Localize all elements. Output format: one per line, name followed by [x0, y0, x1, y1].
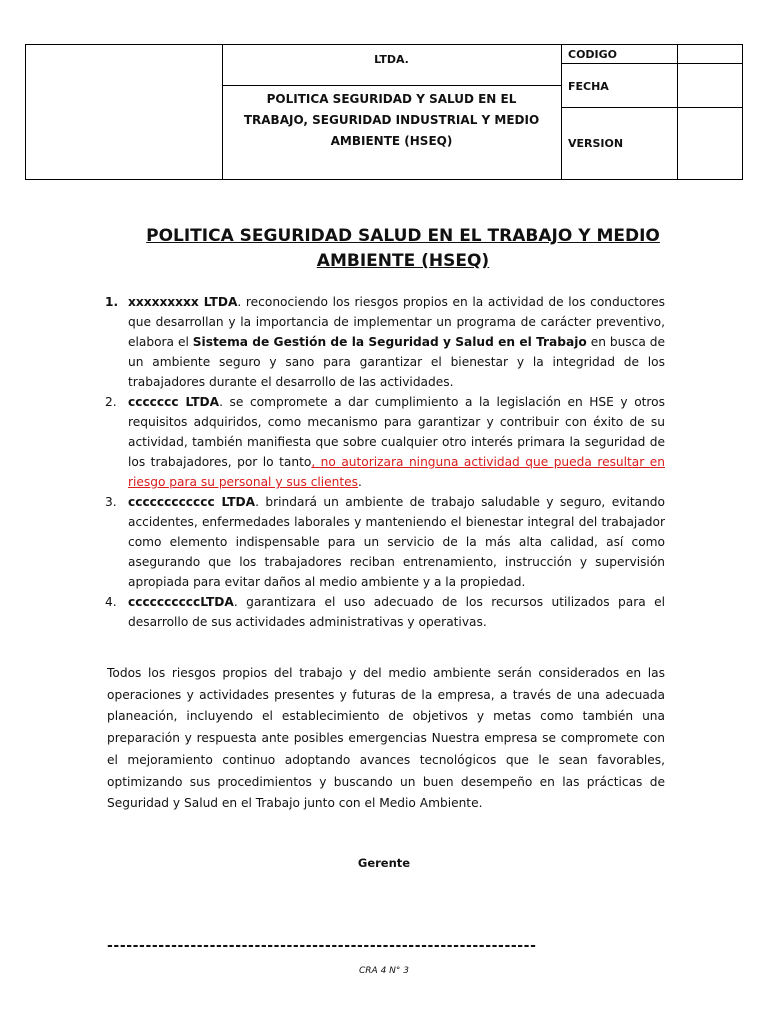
item-number: 1. [105, 295, 119, 309]
list-item [105, 392, 665, 492]
list-item [105, 492, 665, 592]
company-ref: cccccccccccc LTDA [128, 495, 256, 509]
policy-list [105, 292, 665, 632]
item-text: . [358, 475, 362, 489]
item-bold-text: Sistema de Gestión de la Seguridad y Salud en el Trabajo [192, 335, 587, 349]
company-ref: ccccccccccLTDA [128, 595, 234, 609]
footer-address: CRA 4 N° 3 [359, 966, 409, 976]
header-divider [222, 85, 561, 86]
closing-paragraph: Todos los riesgos propios del trabajo y del medio ambiente serán considerados en las operaciones y actividades presentes y futuras de la empresa, a través de una adecuada planeación, incluyendo el establecimiento de objetivos y metas como también una preparación y respuesta ante posibles emergencias Nuestra empresa se compromete con el mejoramiento continuo adoptando avances tecnológicos que le sean favorables, optimizando sus procedimientos y buscando un buen desempeño en las prácticas de Seguridad y Salud en el Trabajo junto con el Medio Ambiente. [107, 666, 665, 811]
version-label: VERSION [568, 137, 624, 150]
company-ref: ccccccc LTDA [128, 395, 220, 409]
header-table [25, 44, 743, 180]
codigo-label: CODIGO [568, 48, 618, 61]
header-divider [561, 107, 743, 108]
fecha-label: FECHA [568, 80, 609, 93]
document-title: POLITICA SEGURIDAD Y SALUD EN EL TRABAJO, SEGURIDAD INDUSTRIAL Y MEDIO AMBIENTE (HSEQ) [243, 92, 540, 148]
item-highlight-text: , no autorizara ninguna actividad que pueda resultar en riesgo para su personal y sus clientes [128, 455, 665, 489]
signature-title: Gerente [357, 856, 411, 870]
item-text: . garantizara el uso adecuado de los recursos utilizados para el desarrollo de sus actividades administrativas y operativas. [128, 595, 665, 629]
list-item [105, 292, 665, 392]
company-name: LTDA. [374, 53, 409, 66]
item-text: . se compromete a dar cumplimiento a la legislación en HSE y otros requisitos adquiridos, como mecanismo para garantizar y contribuir con éxito de su actividad, también manifiesta que sobre cualquier otro interés primara la seguridad de los trabajadores, por lo tanto [128, 395, 665, 469]
item-text: en busca de un ambiente seguro y sano para garantizar el bienestar y la integridad de los trabajadores durante el desarrollo de las actividades. [128, 335, 665, 389]
header-divider [561, 45, 562, 179]
list-item [105, 592, 665, 632]
item-number: 2. [105, 395, 117, 409]
item-number: 4. [105, 595, 117, 609]
item-text: . reconociendo los riesgos propios en la actividad de los conductores que desarrollan y la importancia de implementar un programa de carácter preventivo, elabora el [128, 295, 665, 349]
item-text: . brindará un ambiente de trabajo saludable y seguro, evitando accidentes, enfermedades laborales y manteniendo el bienestar integral del trabajador como elemento indispensable para un servicio de la más alta calidad, así como asegurando que los trabajadores reciban entrenamiento, instrucción y supervisión apropiada para evitar daños al medio ambiente y a la propiedad. [128, 495, 665, 589]
page-title: POLITICA SEGURIDAD SALUD EN EL TRABAJO Y MEDIO AMBIENTE (HSEQ) [146, 226, 660, 271]
header-divider [677, 45, 678, 179]
header-divider [561, 63, 743, 64]
item-number: 3. [105, 495, 117, 509]
company-ref: xxxxxxxxx LTDA [128, 295, 238, 309]
signature-line: ------------------------------------------------------------------- [107, 938, 537, 954]
